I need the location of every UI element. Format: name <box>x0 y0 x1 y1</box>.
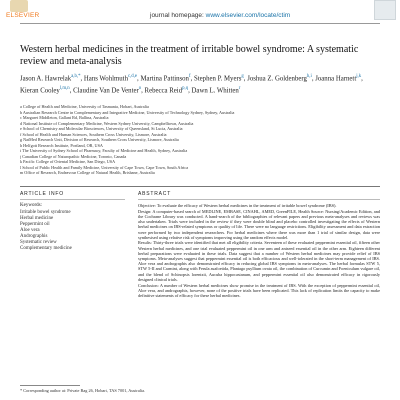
author-name[interactable]: Kieran Cooley <box>20 87 60 95</box>
keyword-item: Irritable bowel syndrome <box>20 210 71 215</box>
affiliation-item: j Canadian College of Naturopathic Medicine, Toronto, Canada <box>20 153 127 159</box>
author-name[interactable]: Joanna Harnett <box>315 75 357 83</box>
abstract-paragraph: Conclusion: A number of Western herbal medicines show promise in the treatment of IBS. With the exception of peppermint essential oil, Aloe vera, and andrographis, however, none of the positive trials have been replicated. This lack of replication limits the capacity to make definitive statements of efficacy for these herbal medicines. <box>138 282 380 298</box>
affiliation-item: a College of Health and Medicine, University of Tasmania, Hobart, Australia <box>20 104 149 109</box>
author-name[interactable]: Jason A. Hawrelak <box>20 75 72 83</box>
footnote-divider <box>20 385 80 386</box>
affiliation-item: m Office of Research, Endeavour College of Natural Health, Brisbane, Australia <box>20 170 155 175</box>
affiliation-marker[interactable]: p,q <box>182 85 189 91</box>
keyword-item: Systematic review <box>20 240 57 245</box>
author-name[interactable]: Stephen P. Myers <box>193 75 242 83</box>
affiliation-item: g NatMed Research Unit, Division of Research, Southern Cross University, Lismore, Australia <box>20 137 179 142</box>
article-title: Western herbal medicines in the treatment of irritable bowel syndrome: A systematic review and meta-analysis <box>20 44 359 67</box>
affiliation-item: f School of Health and Human Sciences, Southern Cross University, Lismore, Australia <box>20 131 167 137</box>
abstract-paragraph: Design: A computer-based search of MEDLINE, EMBASE, CINAHL, AMED, GreenFILE, Health Source: Nursing/Academic Edition, and the Cochrane Library was conducted. A hand-search of the bibliographies of relevant papers and previous meta-analyses and reviews was also undertaken. Trials were included in the review if they were double blind and placebo controlled investigating the effects of Western herbal medicines on IBS-related symptoms or quality of life. There were no language restrictions. Eligibility assessment and data extraction were performed by two independent researchers. For herbal medicines where there was more than 1 trial of similar design, data were synthesised using relative risk of symptoms improving using the random effects model. <box>138 208 380 240</box>
affiliation-marker[interactable]: f <box>188 74 191 79</box>
abstract-divider <box>138 199 380 200</box>
affiliation-item: c Margaret Middleton, Gallant Rd, Ballina, Australia <box>20 115 109 120</box>
affiliation-marker[interactable]: c,d,e <box>127 74 138 79</box>
author-name[interactable]: Claudine Van De Venter <box>73 87 139 95</box>
keyword-item: Herbal medicine <box>20 216 54 221</box>
keyword-list <box>20 210 125 252</box>
affiliation-marker[interactable]: a,b,* <box>71 74 81 79</box>
abstract-paragraph: Objective: To evaluate the efficacy of Western herbal medicines in the treatment of irritable bowel syndrome (IBS). <box>138 203 337 208</box>
keyword-item: Peppermint oil <box>20 222 50 227</box>
elsevier-tree-icon <box>10 0 28 12</box>
section-divider <box>20 186 380 187</box>
author-name[interactable]: Dawn L. Whitten <box>191 87 239 95</box>
affiliation-item: d National Institute of Complementary Medicine, Western Sydney University, Campbelltown, Australia <box>20 120 194 126</box>
abstract-paragraph: Results: Thirty-three trials were identified that met all eligibility criteria. Seventeen of these evaluated peppermint essential oil, fifteen other Western herbal medicines, and one trial evaluated peppermint oil in one arm and aniseed essential oil in the other arm. Eighteen different herbal preparations were evaluated in these trials. Data suggest that a number of Western herbal medicines may provide relief of IBS symptoms. Meta-analyses suggest that peppermint essential oil is both efficacious and well-tolerated in the short-term management of IBS. Aloe vera and andrographis also demonstrated efficacy in reducing global IBS symptoms in meta-analyses. The herbal formulas STW 5, STW 5-II and Carmint, along with Ferula asafoetida, Plantago psyllium ovata oil, the combination of Curcumin and Foeniculum vulgare oil, and the blend of Schinopsis lorentzii, Aucuba hippocastanum, and peppermint essential oil also demonstrated efficacy in rigorously designed clinical trials. <box>138 240 380 282</box>
affiliation-item: i The University of Sydney School of Pharmacy, Faculty of Medicine and Health, Sydney, Australia <box>20 148 188 153</box>
abstract-body <box>138 203 380 299</box>
keywords-label: Keywords: <box>20 203 42 208</box>
affiliation-item: l School of Public Health and Family Medicine, University of Cape Town, Cape Town, South Africa <box>20 164 189 170</box>
affiliation-marker[interactable]: r <box>238 85 241 91</box>
keyword-item: Andrographis <box>20 234 48 239</box>
article-info-heading: ARTICLE INFO <box>20 191 64 197</box>
journal-homepage <box>150 12 290 19</box>
keyword-item: Aloe vera <box>20 228 40 233</box>
elsevier-logo[interactable] <box>4 0 40 20</box>
affiliation-marker[interactable]: l,m,n <box>59 85 70 91</box>
journal-header <box>0 0 400 22</box>
affiliation-list <box>20 104 380 176</box>
homepage-link[interactable]: www.elsevier.com/locate/ctim <box>205 12 291 19</box>
author-name[interactable]: Joshua Z. Goldenberg <box>247 75 307 83</box>
author-list: Jason A. Hawrelak$^{a,b,*}$, Hans Wohlmuth$^{c,d,e}$, Martina Pattinson$^f$, Stephen P. Myers$^g$, Joshua Z. Goldenberg$^{h,i}$, Joanna Harnett$^{j,k}$, Kieran Cooley$^{l,m,n}$, Claudine Van De Venter$^o$, Rebecca Reid$^{p,q}$, Dawn L. Whitten$^r$ <box>20 74 363 95</box>
abstract-heading: ABSTRACT <box>138 191 172 197</box>
affiliation-marker[interactable]: h,i <box>306 74 312 79</box>
affiliation-item: b Australian Research Centre in Complementary and Integrative Medicine, University of Technology Sydney, Sydney, Australia <box>20 109 235 115</box>
affiliation-item: h Helfgott Research Institute, Portland, OR, USA <box>20 142 103 148</box>
publisher-name: ELSEVIER <box>6 12 40 19</box>
header-divider <box>20 23 380 24</box>
author-name[interactable]: Hans Wohlmuth <box>83 75 128 83</box>
homepage-prefix: journal homepage: <box>150 12 206 19</box>
affiliation-marker[interactable]: o <box>138 85 142 91</box>
author-name[interactable]: Rebecca Reid <box>144 87 183 95</box>
affiliation-marker[interactable]: j,k <box>356 74 362 79</box>
info-divider <box>20 199 125 200</box>
affiliation-item: e School of Chemistry and Molecular Biosciences, University of Queensland, St Lucia, Australia <box>20 126 183 131</box>
keyword-item: Complementary medicine <box>20 246 72 251</box>
journal-cover-thumbnail[interactable] <box>374 0 396 20</box>
affiliation-marker[interactable]: g <box>241 74 244 79</box>
author-name[interactable]: Martina Pattinson <box>140 75 189 83</box>
corresponding-author-footnote: * Corresponding author at: Private Bag 26, Hobart, TAS 7001, Australia. <box>20 388 146 393</box>
affiliation-item: k Pacific College of Oriental Medicine, San Diego, USA <box>20 159 116 164</box>
